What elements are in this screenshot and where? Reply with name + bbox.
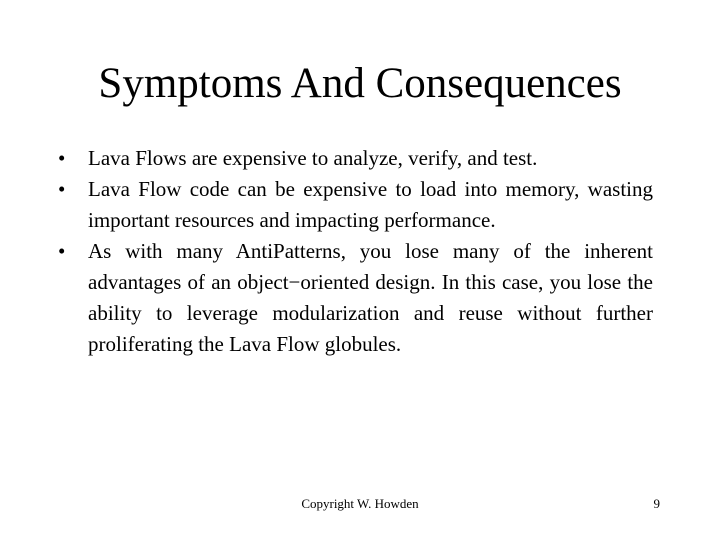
bullet-icon: • xyxy=(58,239,66,263)
bullet-item xyxy=(58,236,653,360)
bullet-text: Lava Flow code can be expensive to load into memory, wasting important resources and impacting performance. xyxy=(88,177,653,232)
bullet-text: As with many AntiPatterns, you lose many of the inherent advantages of an object−oriented design. In this case, you lose the ability to leverage modularization and reuse without further proliferating the Lava Flow globules. xyxy=(88,239,653,356)
bullet-list xyxy=(58,143,653,360)
bullet-icon: • xyxy=(58,177,66,201)
page-number: 9 xyxy=(653,496,660,511)
bullet-item xyxy=(58,143,653,174)
footer-copyright: Copyright W. Howden xyxy=(301,496,419,511)
bullet-icon: • xyxy=(58,146,66,170)
slide-footer xyxy=(0,495,720,515)
slide-title: Symptoms And Consequences xyxy=(98,60,622,107)
bullet-item xyxy=(58,174,653,236)
bullet-text: Lava Flows are expensive to analyze, verify, and test. xyxy=(88,146,538,170)
